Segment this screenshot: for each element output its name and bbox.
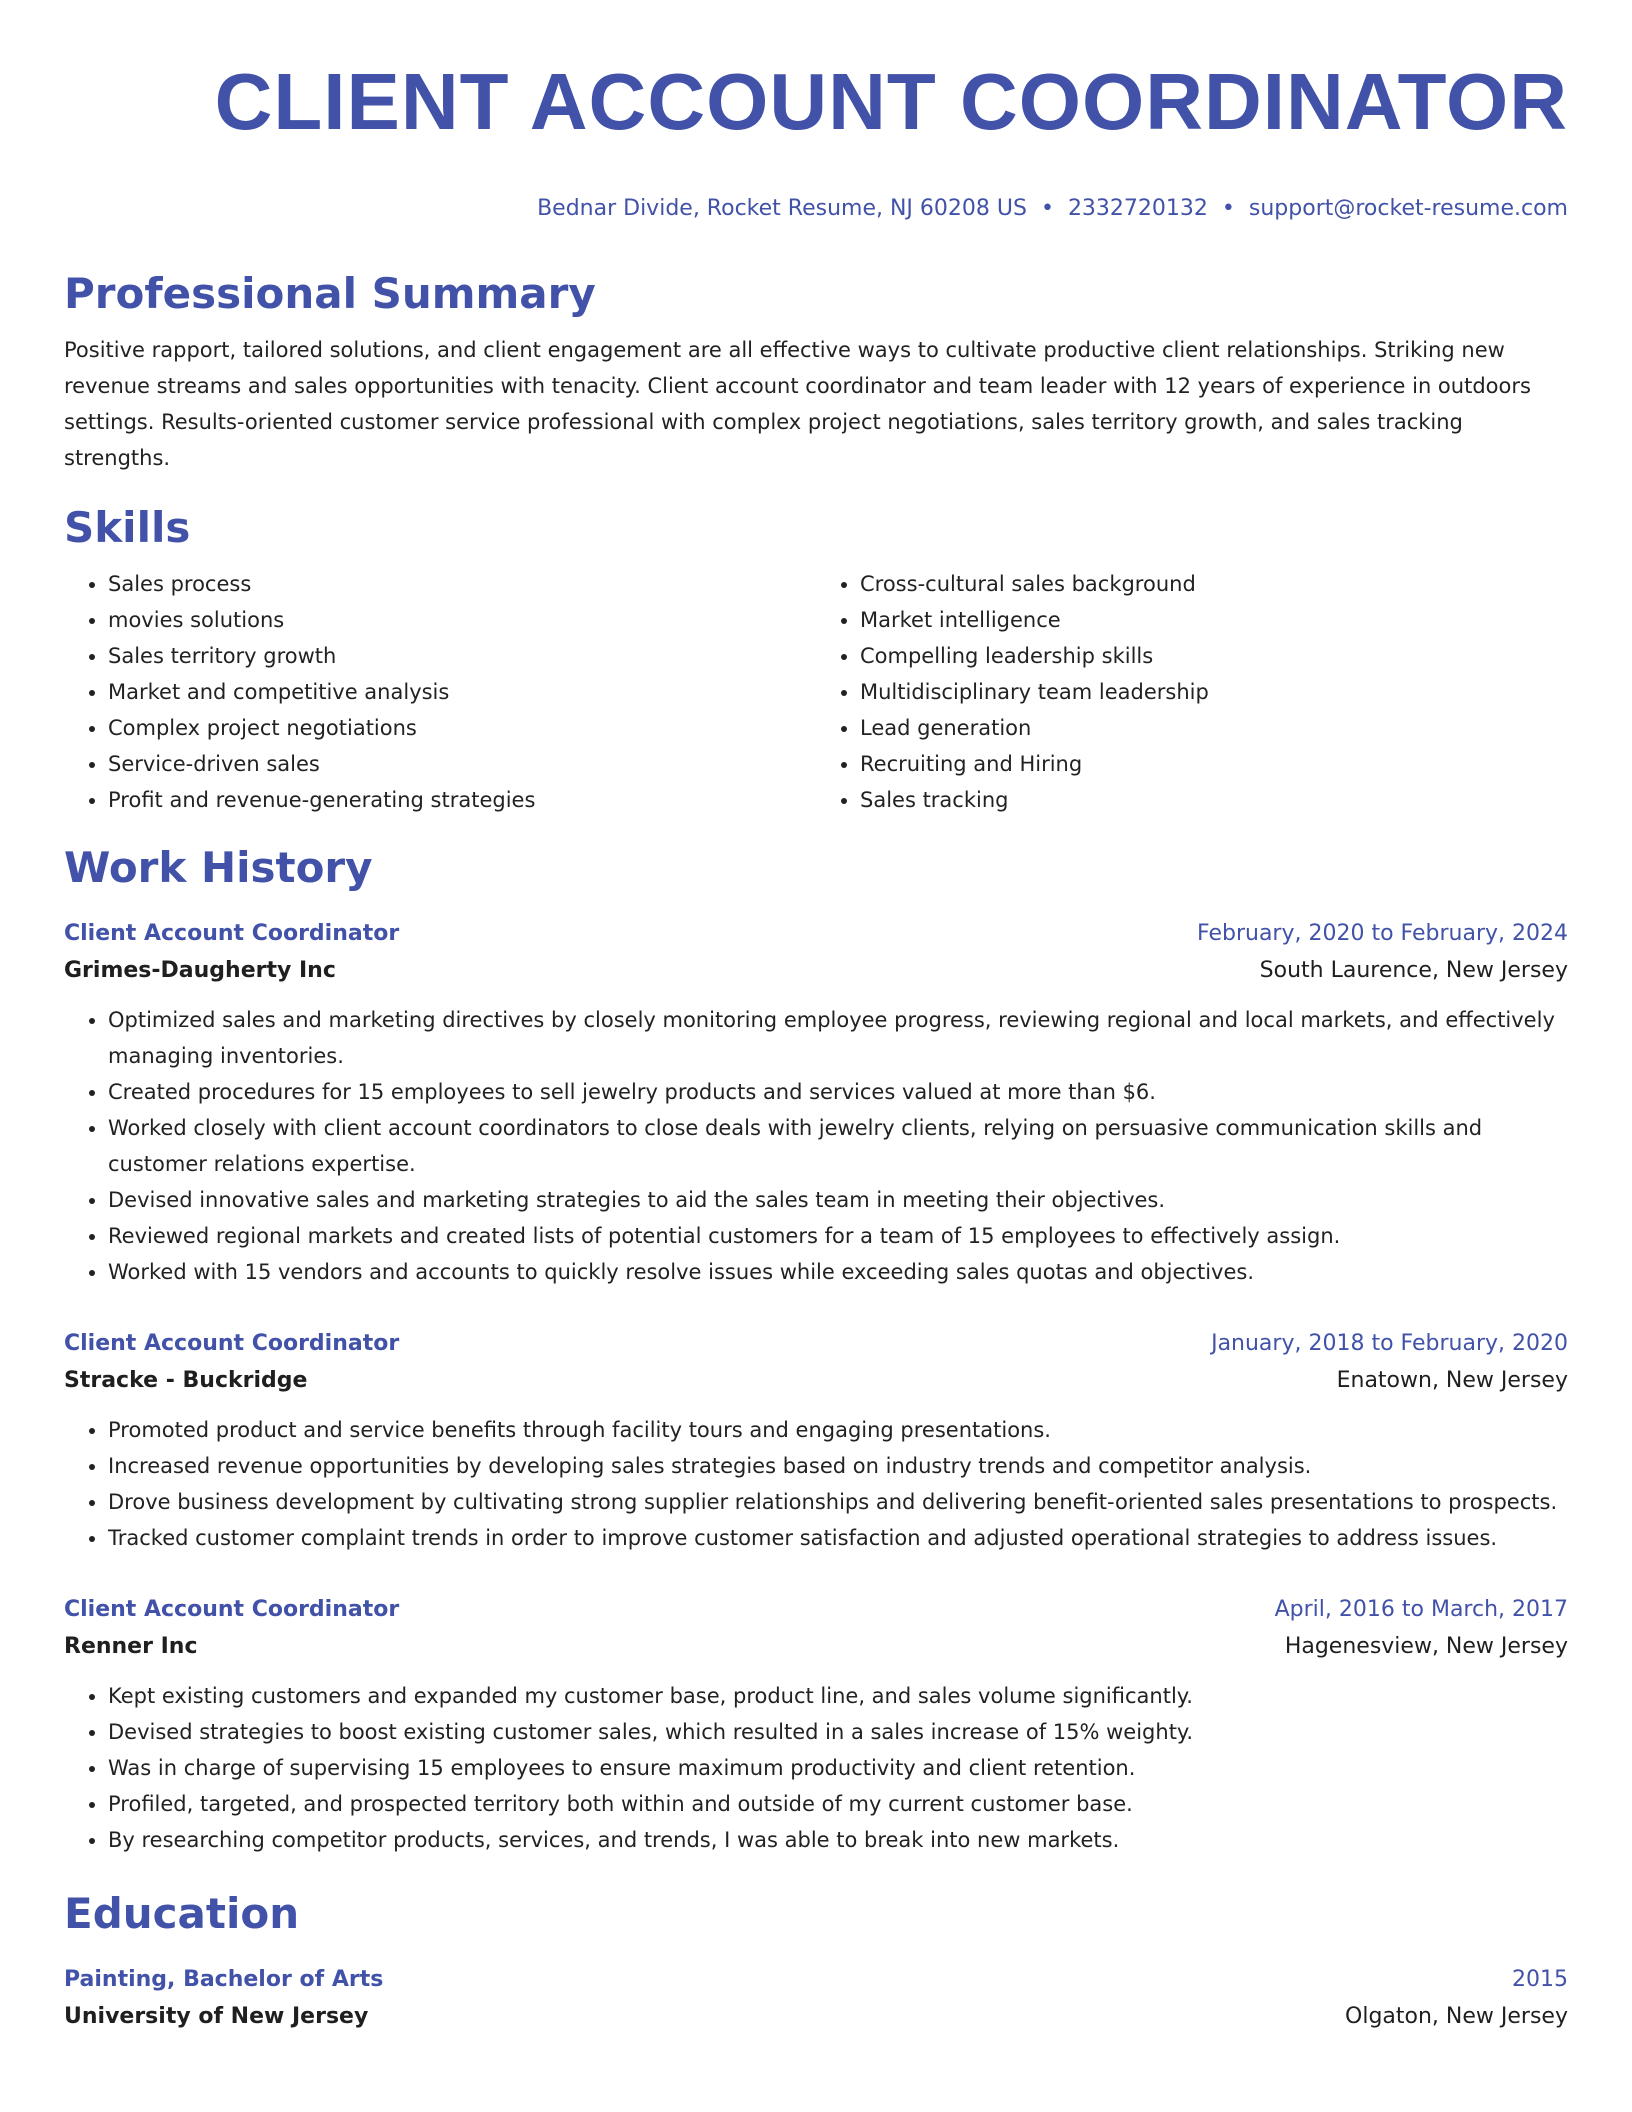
work-history-heading: Work History xyxy=(64,843,373,892)
skill-item: • Service-driven sales xyxy=(108,746,816,782)
job-bullet: • Devised innovative sales and marketing strategies to aid the sales team in meeting their objectives. xyxy=(108,1182,1568,1218)
job-bullet: • Increased revenue opportunities by developing sales strategies based on industry trends and competitor analysis. xyxy=(108,1448,1568,1484)
contact-separator: • xyxy=(1040,196,1054,221)
job-bullet: • Promoted product and service benefits through facility tours and engaging presentations. xyxy=(108,1412,1568,1448)
job-location: Enatown, New Jersey xyxy=(1336,1368,1568,1393)
job-bullets xyxy=(64,1678,1568,1858)
skill-item: • Recruiting and Hiring xyxy=(860,746,1568,782)
job-bullet: • Devised strategies to boost existing customer sales, which resulted in a sales increase of 15% weighty. xyxy=(108,1714,1568,1750)
contact-separator: • xyxy=(1221,196,1235,221)
job-company-row xyxy=(64,1628,1568,1666)
job-bullets xyxy=(64,1412,1568,1556)
skill-item: • Lead generation xyxy=(860,710,1568,746)
job-title: Client Account Coordinator xyxy=(64,1597,400,1622)
skills-heading: Skills xyxy=(64,503,191,552)
job-bullet: • Created procedures for 15 employees to sell jewelry products and services valued at more than $6. xyxy=(108,1074,1568,1110)
skill-item: • Profit and revenue-generating strategies xyxy=(108,782,816,818)
job-bullet: • Reviewed regional markets and created lists of potential customers for a team of 15 employees to effectively assign. xyxy=(108,1218,1568,1254)
job-entry xyxy=(64,1326,1568,1556)
education-school: University of New Jersey xyxy=(64,2004,369,2029)
contact-phone: 2332720132 xyxy=(1067,196,1208,221)
skills-list xyxy=(64,566,1568,818)
education-header xyxy=(64,1962,1568,1998)
job-bullet: • Worked with 15 vendors and accounts to quickly resolve issues while exceeding sales quotas and objectives. xyxy=(108,1254,1568,1290)
job-entry xyxy=(64,1592,1568,1858)
job-company: Grimes-Daugherty Inc xyxy=(64,958,336,983)
skill-item: • Market intelligence xyxy=(860,602,1568,638)
skill-item: • Complex project negotiations xyxy=(108,710,816,746)
education-entry xyxy=(64,1962,1568,2036)
job-title: Client Account Coordinator xyxy=(64,921,400,946)
skill-item: • Sales process xyxy=(108,566,816,602)
job-company-row xyxy=(64,1362,1568,1400)
education-heading: Education xyxy=(64,1889,300,1938)
job-bullets xyxy=(64,1002,1568,1290)
skill-item: • movies solutions xyxy=(108,602,816,638)
job-location: South Laurence, New Jersey xyxy=(1259,958,1568,983)
summary-text: Positive rapport, tailored solutions, and client engagement are all effective ways to cultivate productive client relationships. Striking new revenue streams and sales opportunities with tenacity. Client account coordinator and team leader with 12 years of experience in outdoors settings. Results-oriented customer service professional with complex project negotiations, sales territory growth, and sales tracking strengths. xyxy=(64,338,1531,470)
job-location: Hagenesview, New Jersey xyxy=(1284,1634,1568,1659)
skill-item: • Cross-cultural sales background xyxy=(860,566,1568,602)
contact-email[interactable]: support@rocket-resume.com xyxy=(1248,196,1568,221)
job-dates: January, 2018 to February, 2020 xyxy=(1211,1331,1568,1356)
job-title: Client Account Coordinator xyxy=(64,1331,400,1356)
summary-heading: Professional Summary xyxy=(64,269,596,318)
job-dates: February, 2020 to February, 2024 xyxy=(1197,921,1568,946)
skill-item: • Sales territory growth xyxy=(108,638,816,674)
job-bullet: • Worked closely with client account coordinators to close deals with jewelry clients, relying on persuasive communication skills and customer relations expertise. xyxy=(108,1110,1568,1182)
job-bullet: • Optimized sales and marketing directives by closely monitoring employee progress, reviewing regional and local markets, and effectively managing inventories. xyxy=(108,1002,1568,1074)
job-bullet: • Profiled, targeted, and prospected territory both within and outside of my current customer base. xyxy=(108,1786,1568,1822)
job-company: Stracke - Buckridge xyxy=(64,1368,308,1393)
education-school-row xyxy=(64,1998,1568,2036)
skill-item: • Sales tracking xyxy=(860,782,1568,818)
skill-item: • Compelling leadership skills xyxy=(860,638,1568,674)
job-header xyxy=(64,1592,1568,1628)
contact-address: Bednar Divide, Rocket Resume, NJ 60208 US xyxy=(537,196,1027,221)
job-bullet: • Kept existing customers and expanded my customer base, product line, and sales volume significantly. xyxy=(108,1678,1568,1714)
job-bullet: • Tracked customer complaint trends in order to improve customer satisfaction and adjusted operational strategies to address issues. xyxy=(108,1520,1568,1556)
job-header xyxy=(64,1326,1568,1362)
job-entry xyxy=(64,916,1568,1290)
skills-column-left xyxy=(64,566,816,818)
education-year: 2015 xyxy=(1512,1967,1568,1992)
skills-column-right xyxy=(816,566,1568,818)
job-company: Renner Inc xyxy=(64,1634,198,1659)
job-bullet: • Drove business development by cultivating strong supplier relationships and delivering benefit-oriented sales presentations to prospects. xyxy=(108,1484,1568,1520)
resume-title: CLIENT ACCOUNT COORDINATOR xyxy=(214,57,1568,146)
education-degree: Painting, Bachelor of Arts xyxy=(64,1967,384,1992)
job-bullet: • By researching competitor products, services, and trends, I was able to break into new markets. xyxy=(108,1822,1568,1858)
education-location: Olgaton, New Jersey xyxy=(1345,2004,1568,2029)
skill-item: • Multidisciplinary team leadership xyxy=(860,674,1568,710)
skill-item: • Market and competitive analysis xyxy=(108,674,816,710)
job-company-row xyxy=(64,952,1568,990)
contact-line xyxy=(64,194,1568,224)
job-header xyxy=(64,916,1568,952)
job-dates: April, 2016 to March, 2017 xyxy=(1274,1597,1568,1622)
job-bullet: • Was in charge of supervising 15 employees to ensure maximum productivity and client retention. xyxy=(108,1750,1568,1786)
